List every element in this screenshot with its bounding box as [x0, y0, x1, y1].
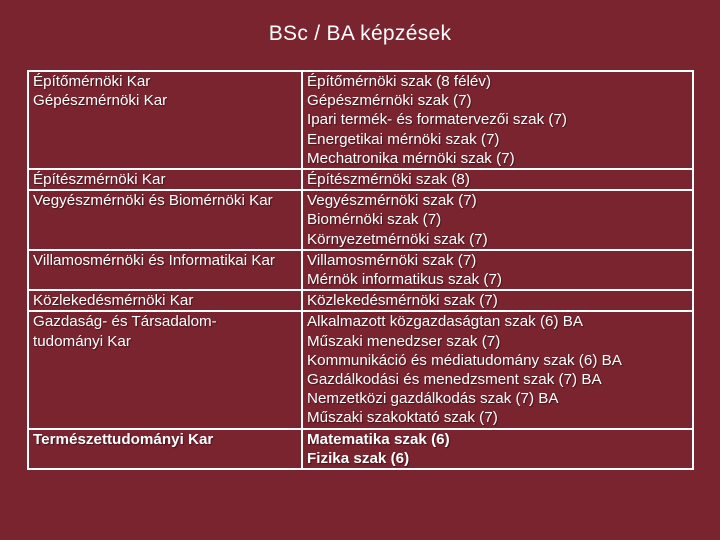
faculty-name: Építészmérnöki Kar	[33, 171, 166, 189]
faculty-cell	[28, 250, 302, 290]
faculty-name: Gazdaság- és Társadalom- tudományi Kar	[33, 313, 217, 350]
program-item: Környezetmérnöki szak (7)	[307, 230, 488, 248]
faculty-cell	[28, 290, 302, 311]
faculty-name: Gépészmérnöki Kar	[33, 92, 168, 110]
program-item: Ipari termék- és formatervezői szak (7)	[307, 111, 567, 129]
program-cell	[302, 71, 693, 169]
program-item: Gazdálkodási és menedzsment szak (7) BA	[307, 371, 602, 389]
program-item: Matematika szak (6)	[307, 430, 450, 448]
program-cell	[302, 190, 693, 250]
program-item: Mérnök informatikus szak (7)	[307, 271, 502, 289]
table-row	[28, 250, 693, 290]
program-cell	[302, 169, 693, 190]
program-item: Gépészmérnöki szak (7)	[307, 92, 472, 110]
program-item: Nemzetközi gazdálkodás szak (7) BA	[307, 390, 559, 408]
faculty-name: Közlekedésmérnöki Kar	[33, 292, 194, 310]
table-row	[28, 311, 693, 428]
program-item: Építészmérnöki szak (8)	[307, 171, 470, 189]
table-row	[28, 290, 693, 311]
faculty-cell	[28, 190, 302, 250]
program-item: Kommunikáció és médiatudomány szak (6) BA	[307, 351, 622, 369]
table-row	[28, 169, 693, 190]
program-cell	[302, 311, 693, 428]
program-cell	[302, 290, 693, 311]
program-cell	[302, 250, 693, 290]
faculty-cell	[28, 311, 302, 428]
faculty-name: Vegyészmérnöki és Biomérnöki Kar	[33, 192, 273, 210]
program-item: Fizika szak (6)	[307, 449, 410, 467]
program-cell	[302, 429, 693, 469]
program-item: Műszaki menedzser szak (7)	[307, 332, 501, 350]
slide-title: BSc / BA képzések	[268, 22, 452, 45]
faculty-cell	[28, 71, 302, 169]
faculty-name: Építőmérnöki Kar	[33, 73, 151, 90]
table-row	[28, 429, 693, 469]
programs-table	[27, 70, 694, 470]
faculty-cell	[28, 429, 302, 469]
faculty-name: Természettudományi Kar	[33, 430, 214, 448]
program-item: Mechatronika mérnöki szak (7)	[307, 149, 515, 167]
program-item: Építőmérnöki szak (8 félév)	[307, 73, 492, 90]
table-row	[28, 190, 693, 250]
program-item: Műszaki szakoktató szak (7)	[307, 409, 498, 427]
program-item: Energetikai mérnöki szak (7)	[307, 130, 500, 148]
program-item: Közlekedésmérnöki szak (7)	[307, 292, 498, 310]
program-item: Alkalmazott közgazdaságtan szak (6) BA	[307, 313, 584, 331]
faculty-name: Villamosmérnöki és Informatikai Kar	[33, 251, 275, 269]
program-item: Biomérnöki szak (7)	[307, 211, 442, 229]
program-item: Vegyészmérnöki szak (7)	[307, 192, 477, 210]
faculty-cell	[28, 169, 302, 190]
table-row	[28, 71, 693, 169]
program-item: Villamosmérnöki szak (7)	[307, 251, 477, 269]
